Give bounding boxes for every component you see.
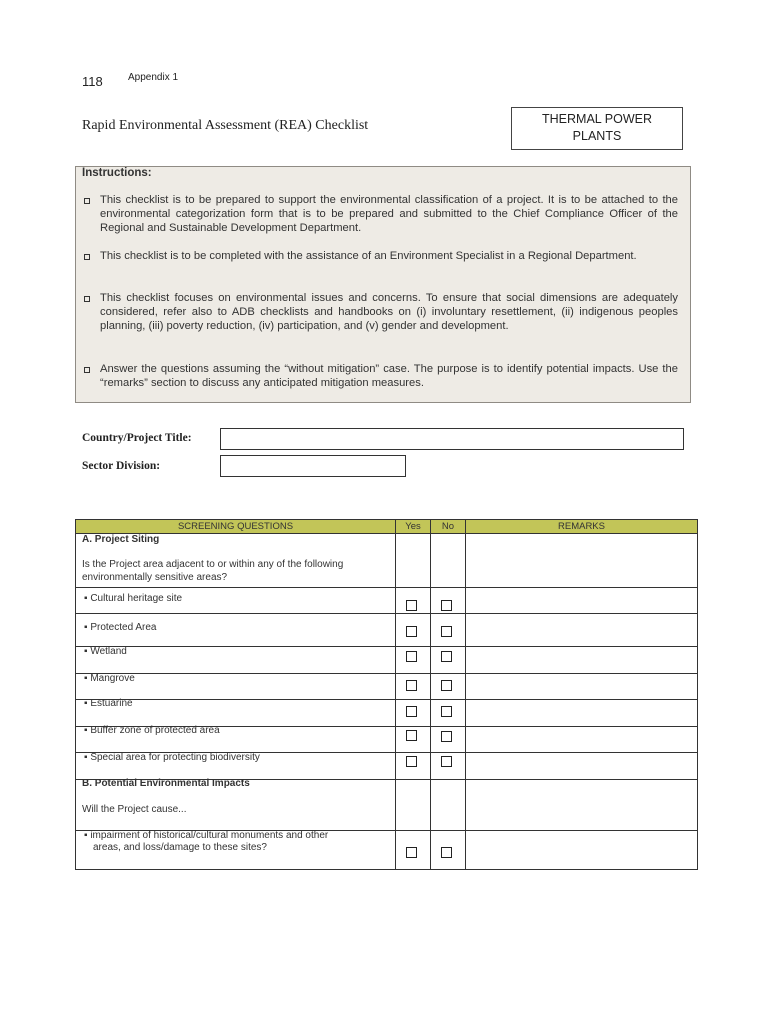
table-row-label: ▪ Estuarine [84,698,133,709]
instruction-text: Answer the questions assuming the “without mitigation” case. The purpose is to identify potential impacts. Use the “remarks” section to discuss any anticipated mitigation measures. [100,363,678,389]
instructions-heading: Instructions: [82,167,152,179]
no-checkbox[interactable] [441,706,452,717]
yes-checkbox[interactable] [406,730,417,741]
no-checkbox[interactable] [441,731,452,742]
table-row-label: ▪ Protected Area [84,622,157,633]
checkbox-bullet-icon [84,296,90,302]
country-project-title-input[interactable] [220,428,684,450]
checkbox-bullet-icon [84,254,90,260]
table-row-label: ▪ Special area for protecting biodiversity [84,752,260,763]
project-type-box [511,107,683,150]
header-remarks: REMARKS [558,521,605,532]
no-checkbox[interactable] [441,600,452,611]
table-row-label: ▪ Cultural heritage site [84,593,183,604]
yes-checkbox[interactable] [406,680,417,691]
sector-division-label: Sector Division: [82,460,161,472]
table-row-label: ▪ impairment of historical/cultural monuments and other [84,830,329,841]
yes-checkbox[interactable] [406,626,417,637]
table-header [76,520,697,534]
page-title: Rapid Environmental Assessment (REA) Checklist [82,118,369,133]
screening-table [75,519,698,870]
no-checkbox[interactable] [441,626,452,637]
instruction-text: This checklist is to be completed with the assistance of an Environment Specialist in a Regional Department. [100,250,637,262]
no-checkbox[interactable] [441,756,452,767]
section-b-question: Will the Project cause... [82,804,187,815]
page-number: 118 [82,74,103,89]
project-type-line2: PLANTS [572,129,622,143]
section-b-title: B. Potential Environmental Impacts [82,778,250,789]
no-checkbox[interactable] [441,651,452,662]
appendix-label: Appendix 1 [128,72,179,83]
no-checkbox[interactable] [441,680,452,691]
sector-division-input[interactable] [220,455,406,477]
yes-checkbox[interactable] [406,847,417,858]
yes-checkbox[interactable] [406,651,417,662]
project-type-line1: THERMAL POWER [542,112,652,126]
checkbox-bullet-icon [84,367,90,373]
yes-checkbox[interactable] [406,756,417,767]
header-yes: Yes [405,521,421,532]
country-project-title-label: Country/Project Title: [82,432,192,444]
table-row-label: areas, and loss/damage to these sites? [93,842,267,853]
table-row-label: ▪ Wetland [84,646,127,657]
section-a-question: Is the Project area adjacent to or within any of the following environmentally sensitive areas? [82,559,344,583]
instruction-text: This checklist is to be prepared to support the environmental classification of a project. It is to be attached to the environmental categorization form that is to be prepared and submitted to the Chief Compliance Officer of the Regional and Sustainable Development Department. [100,194,678,234]
section-a-title: A. Project Siting [82,534,160,545]
instruction-text: This checklist focuses on environmental issues and concerns. To ensure that social dimensions are adequately considered, refer also to ADB checklists and handbooks on (i) involuntary resettlement, (ii) indigenous peoples planning, (iii) poverty reduction, (iv) participation, and (v) gender and development. [100,292,678,332]
checkbox-bullet-icon [84,198,90,204]
yes-checkbox[interactable] [406,600,417,611]
table-row-label: ▪ Buffer zone of protected area [84,725,220,736]
instructions-panel [75,166,691,403]
table-row-label: ▪ Mangrove [84,673,135,684]
header-screening-questions: SCREENING QUESTIONS [177,521,294,532]
no-checkbox[interactable] [441,847,452,858]
yes-checkbox[interactable] [406,706,417,717]
header-no: No [441,521,455,532]
